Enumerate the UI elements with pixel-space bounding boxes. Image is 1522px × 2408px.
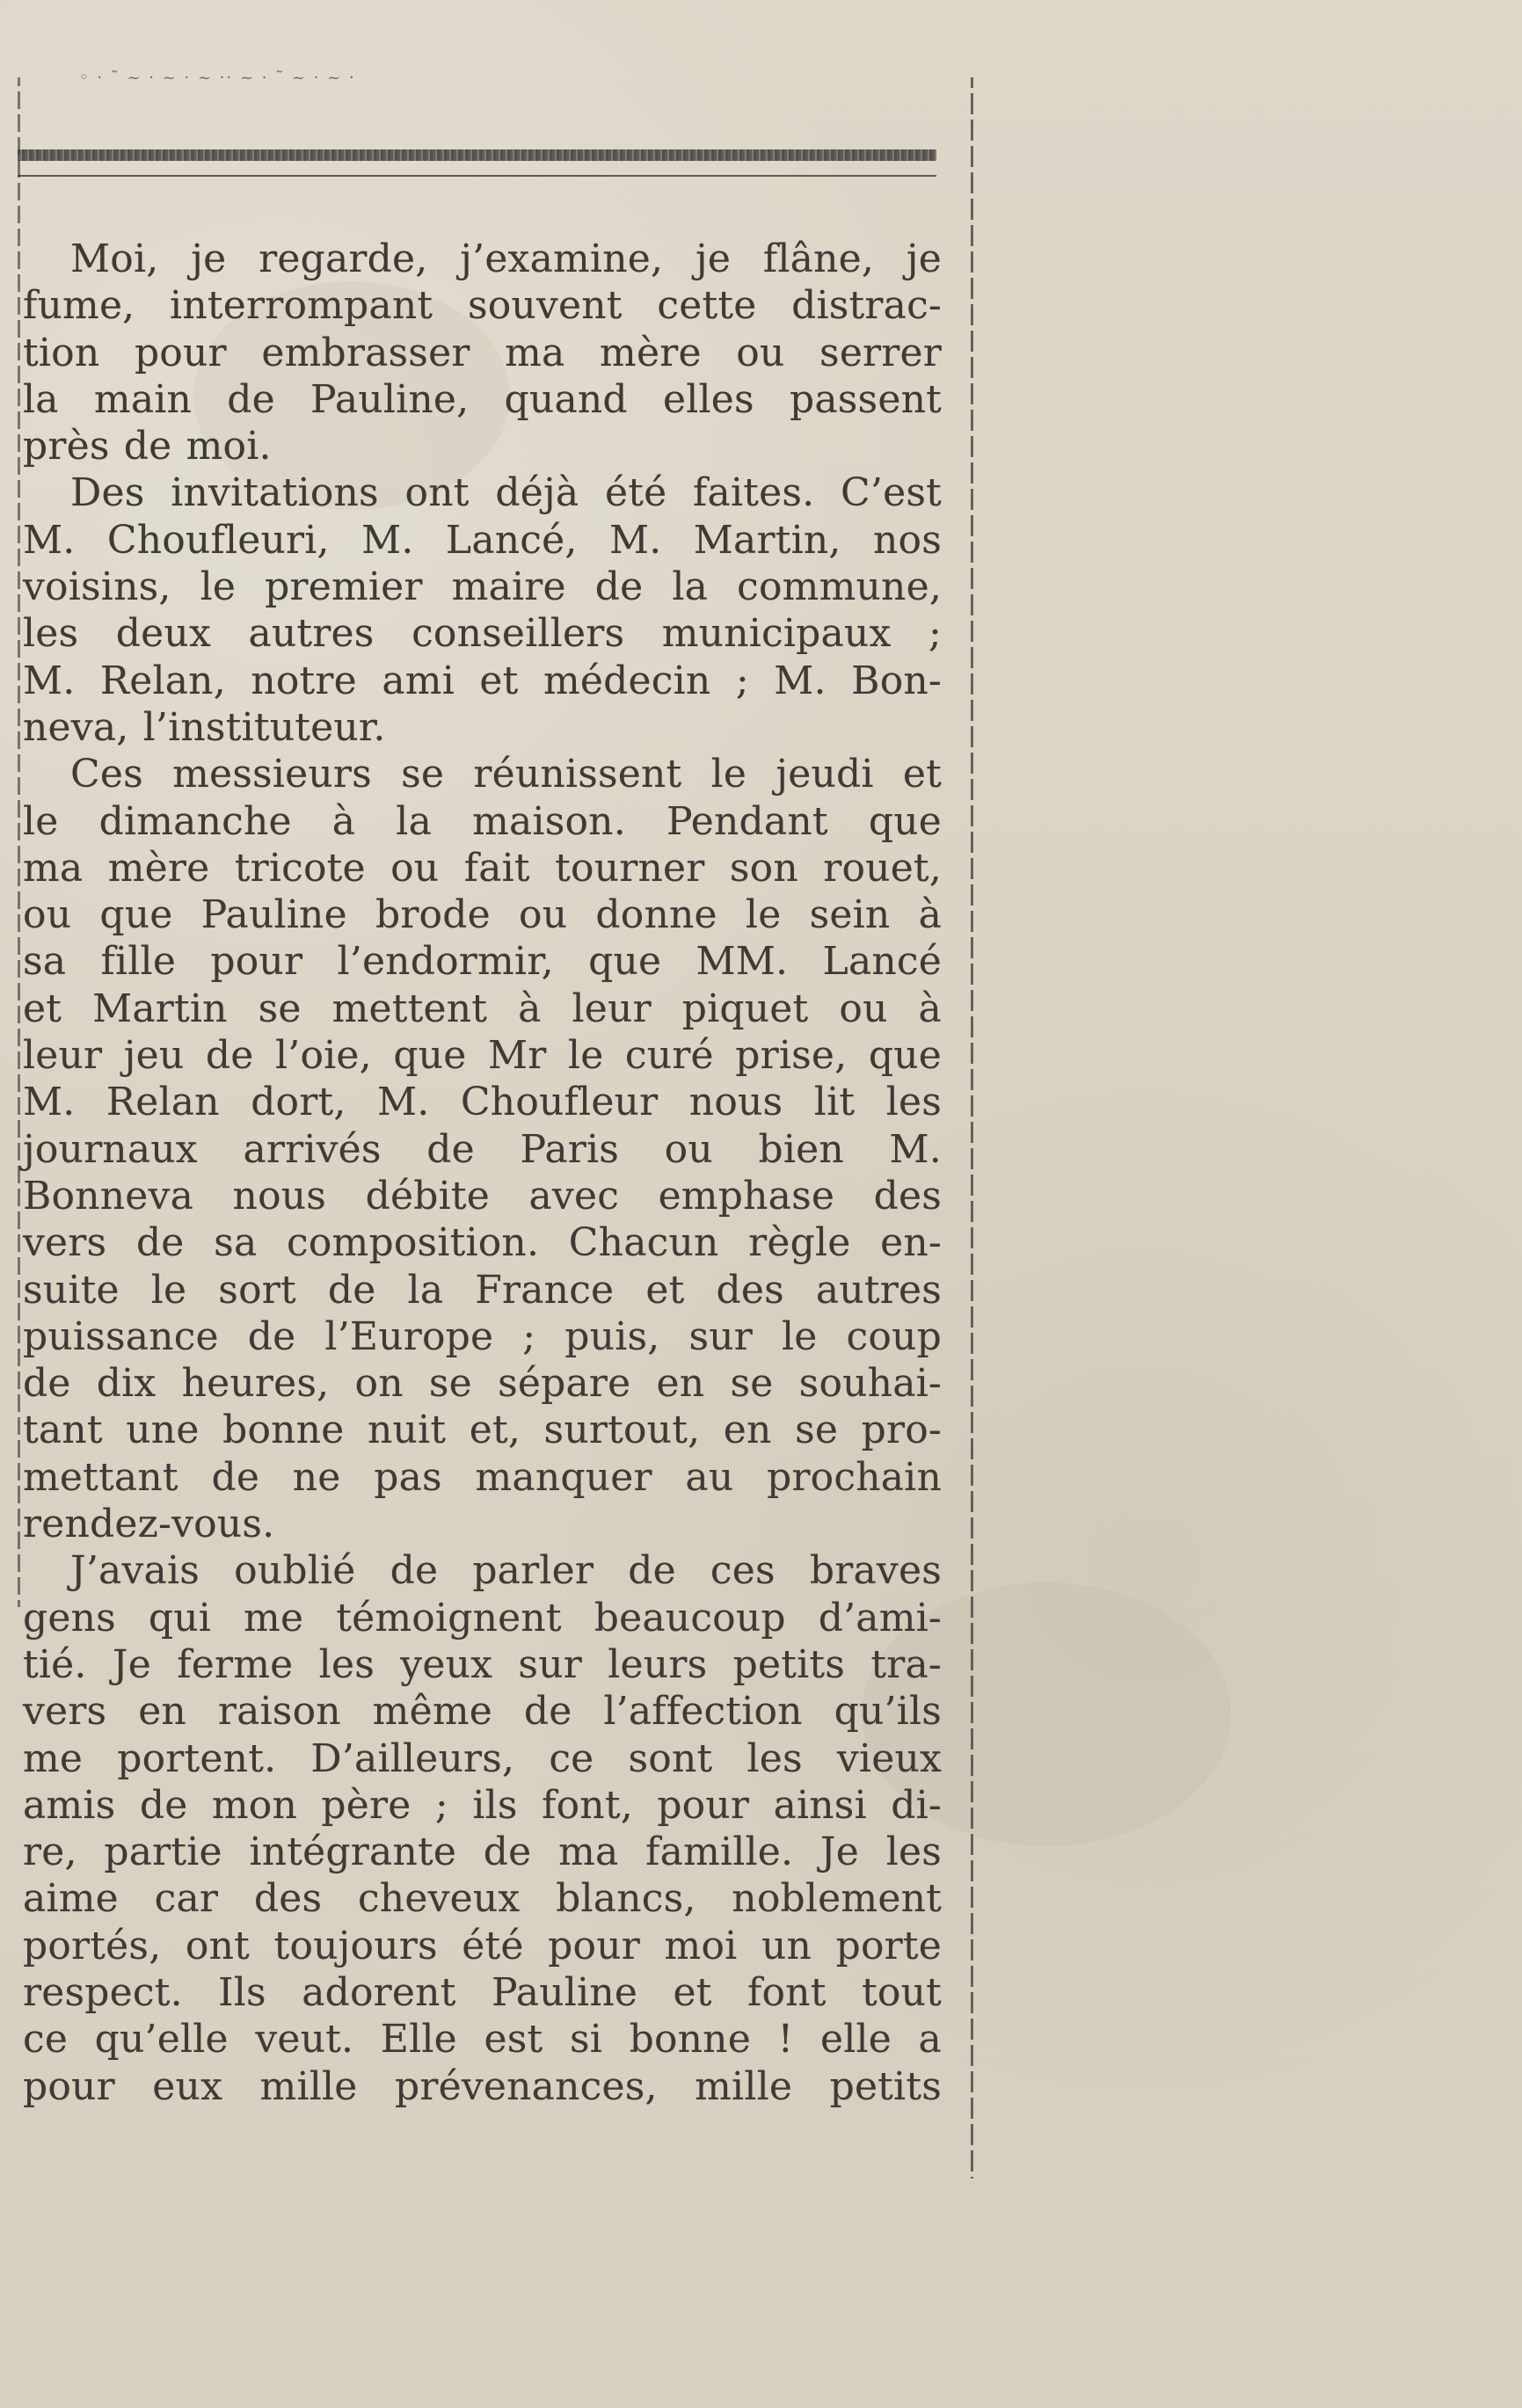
text-line: le dimanche à la maison. Pendant que: [23, 798, 942, 844]
text-line: neva, l’instituteur.: [23, 704, 386, 750]
text-line: puissance de l’Europe ; puis, sur le coup: [23, 1313, 942, 1359]
text-line: me portent. D’ailleurs, ce sont les vieux: [23, 1735, 942, 1781]
text-line: les deux autres conseillers municipaux ;: [23, 611, 942, 657]
text-line: tant une bonne nuit et, surtout, en se pro-: [23, 1408, 942, 1453]
text-line: suite le sort de la France et des autres: [23, 1267, 942, 1313]
text-line: M. Choufleuri, M. Lancé, M. Martin, nos: [23, 517, 942, 563]
text-line: portés, ont toujours été pour moi un porte: [23, 1923, 942, 1968]
right-column-border: [971, 77, 973, 2179]
text-line: vers de sa composition. Chacun règle en-: [23, 1220, 942, 1266]
left-column-border: [18, 77, 20, 1607]
text-line: rendez-vous.: [23, 1502, 275, 1547]
text-line: journaux arrivés de Paris ou bien M.: [23, 1126, 942, 1172]
text-line: Moi, je regarde, j’examine, je flâne, je: [70, 236, 942, 281]
decorative-rule: [18, 149, 936, 161]
text-line: M. Relan dort, M. Choufleur nous lit les: [23, 1080, 942, 1125]
text-line: tion pour embrasser ma mère ou serrer: [23, 330, 942, 375]
text-line: pour eux mille prévenances, mille petits: [23, 2063, 942, 2109]
text-line: leur jeu de l’oie, que Mr le curé prise, que: [23, 1033, 942, 1079]
text-line: Ces messieurs se réunissent le jeudi et: [70, 752, 942, 797]
text-line: ou que Pauline brode ou donne le sein à: [23, 892, 942, 938]
text-line: ma mère tricote ou fait tourner son rouet,: [23, 845, 942, 891]
text-line: re, partie intégrante de ma famille. Je les: [23, 1830, 942, 1875]
text-line: respect. Ils adorent Pauline et font tout: [23, 1969, 942, 2015]
text-line: et Martin se mettent à leur piquet ou à: [23, 986, 942, 1031]
text-line: M. Relan, notre ami et médecin ; M. Bon-: [23, 658, 942, 703]
text-line: tié. Je ferme les yeux sur leurs petits tra-: [23, 1641, 942, 1687]
article-text: [23, 236, 942, 2110]
text-line: de dix heures, on se sépare en se souhai-: [23, 1361, 942, 1407]
text-line: près de moi.: [23, 424, 272, 469]
text-line: ce qu’elle veut. Elle est si bonne ! elle a: [23, 2017, 942, 2062]
text-line: voisins, le premier maire de la commune,: [23, 564, 942, 610]
thin-rule: [18, 175, 936, 177]
text-line: Bonneva nous débite avec emphase des: [23, 1173, 942, 1219]
text-line: sa fille pour l’endormir, que MM. Lancé: [23, 939, 942, 985]
text-line: aime car des cheveux blancs, noblement: [23, 1876, 942, 1922]
text-line: gens qui me témoignent beaucoup d’ami-: [23, 1595, 942, 1640]
text-column: [18, 69, 957, 2108]
text-line: la main de Pauline, quand elles passent: [23, 376, 942, 422]
text-line: vers en raison même de l’affection qu’ils: [23, 1689, 942, 1735]
text-line: amis de mon père ; ils font, pour ainsi di-: [23, 1782, 942, 1828]
text-line: J’avais oublié de parler de ces braves: [70, 1548, 942, 1594]
text-line: mettant de ne pas manquer au prochain: [23, 1454, 942, 1500]
cut-off-header: ◦ · ˜ ~ · ~ · ~ ·· ~ · ˜ ~ · ~ ·: [79, 69, 356, 84]
text-line: fume, interrompant souvent cette distrac-: [23, 283, 942, 329]
text-line: Des invitations ont déjà été faites. C’est: [70, 470, 942, 516]
